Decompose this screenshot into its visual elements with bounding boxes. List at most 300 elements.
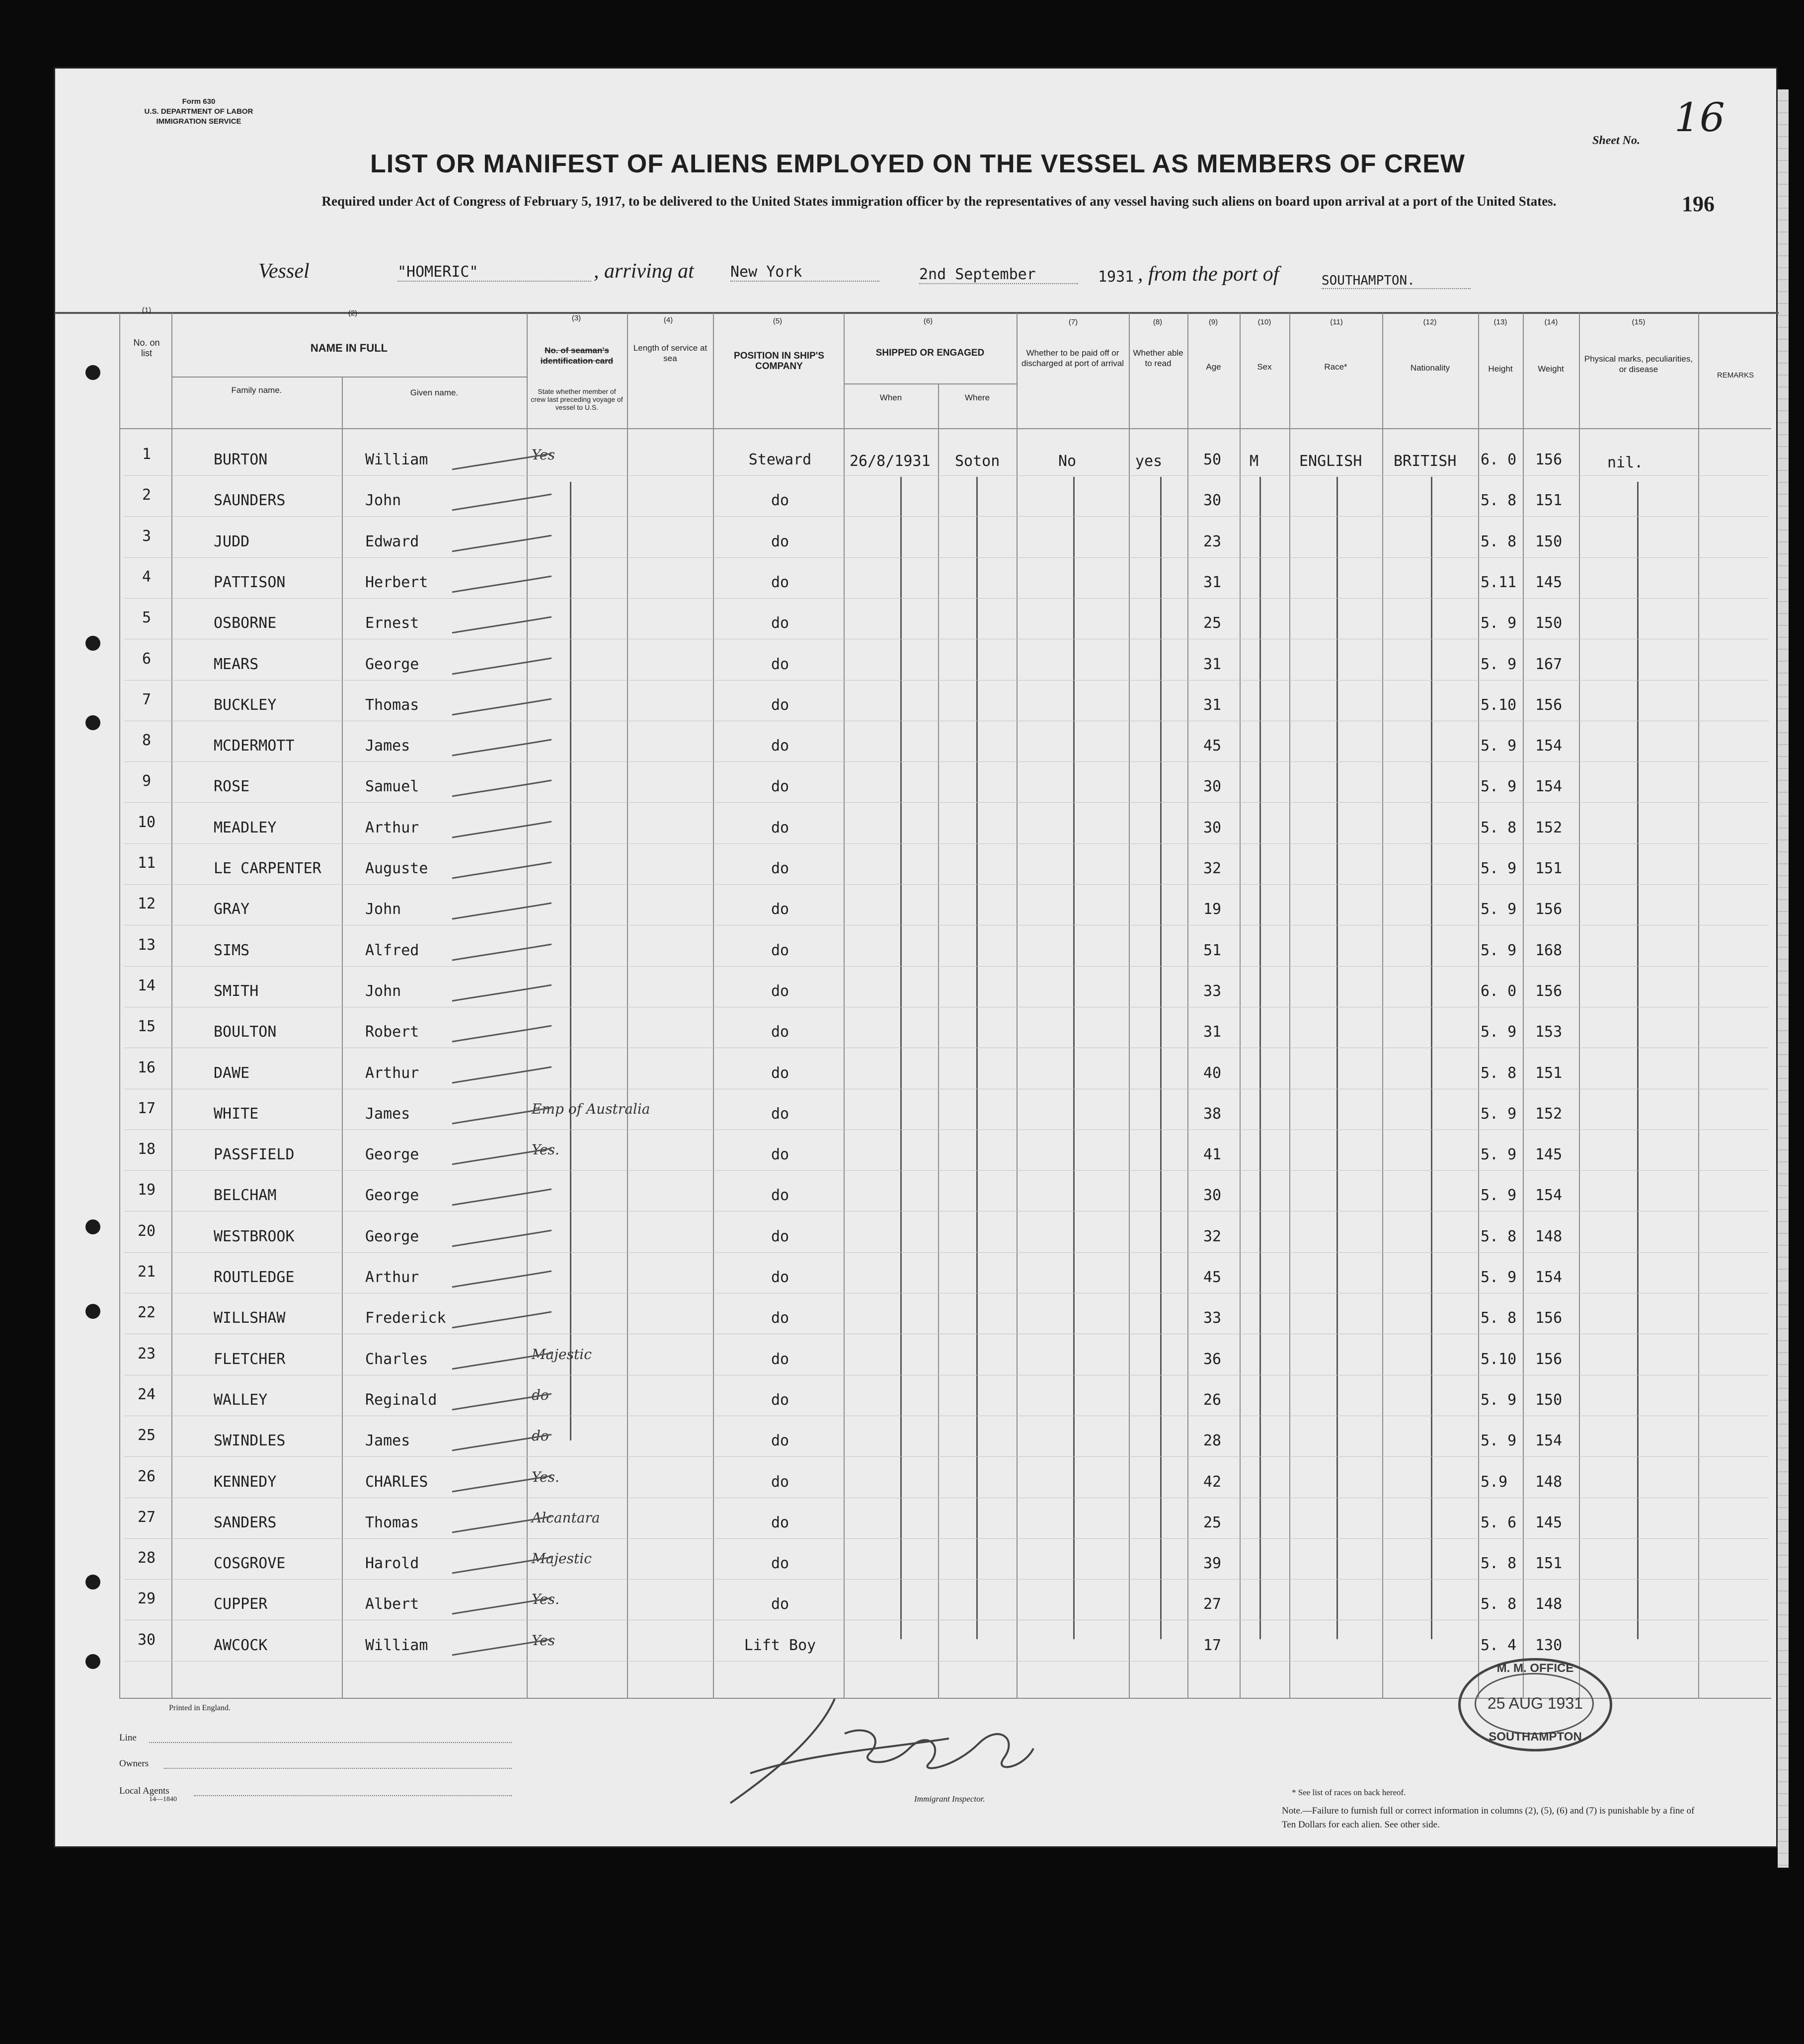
check-mark-icon (447, 1186, 556, 1211)
height-cell: 5. 9 (1481, 1105, 1517, 1123)
row-number: 25 (137, 1427, 156, 1444)
previous-voyage-note: Yes (532, 1632, 555, 1649)
manifest-subtitle: Required under Act of Congress of February 5, 1917, to be delivered to the United States immigration officer by the representatives of any vessel having such aliens on board upon arrival at a port of the United States. (321, 194, 1557, 209)
row-rule (124, 966, 1769, 967)
row-rule (124, 802, 1769, 803)
given-name-cell: James (365, 1105, 410, 1123)
row-rule (124, 1170, 1769, 1171)
position-cell: do (771, 1187, 789, 1204)
given-name-cell: George (365, 1228, 419, 1245)
position-cell: do (771, 1064, 789, 1082)
row-number: 29 (137, 1590, 156, 1607)
header-nationality: Nationality (1410, 363, 1450, 373)
position-cell: do (771, 983, 789, 1000)
departure-port: SOUTHAMPTON. (1322, 273, 1471, 289)
height-cell: 5. 9 (1481, 1391, 1517, 1409)
given-name-cell: Arthur (365, 819, 419, 836)
row-rule (124, 1538, 1769, 1539)
weight-cell: 156 (1535, 696, 1563, 714)
check-mark-icon (447, 1105, 556, 1130)
position-cell: do (771, 901, 789, 918)
punch-hole (85, 365, 100, 380)
height-cell: 5. 9 (1481, 656, 1517, 673)
given-name-cell: John (365, 983, 401, 1000)
local-agents-label: Local Agents (119, 1786, 169, 1796)
age-cell: 30 (1203, 819, 1222, 836)
row-number: 28 (137, 1549, 156, 1567)
family-name-cell: FLETCHER (214, 1351, 286, 1368)
height-cell: 5.11 (1481, 574, 1517, 591)
age-cell: 40 (1203, 1064, 1222, 1082)
weight-cell: 156 (1535, 901, 1563, 918)
local-agents-field[interactable] (194, 1794, 512, 1796)
weight-cell: 152 (1535, 1105, 1563, 1123)
given-name-cell: James (365, 737, 410, 755)
row-number: 21 (137, 1263, 156, 1281)
column-number: (14) (1544, 318, 1558, 326)
check-mark-icon (447, 696, 556, 721)
column-divider (627, 313, 628, 1699)
position-cell: do (771, 696, 789, 714)
given-name-cell: George (365, 1146, 419, 1163)
row-number: 16 (137, 1059, 156, 1076)
position-cell: do (771, 942, 789, 959)
check-mark-icon (447, 573, 556, 598)
family-name-cell: KENNEDY (214, 1473, 277, 1491)
given-name-cell: George (365, 656, 419, 673)
first-row-nationality: BRITISH (1394, 453, 1457, 470)
row-number: 30 (137, 1631, 156, 1649)
given-name-cell: Auguste (365, 860, 428, 877)
position-cell: Steward (748, 451, 812, 468)
column-number: (15) (1632, 318, 1646, 326)
height-cell: 5. 8 (1481, 1064, 1517, 1082)
height-cell: 5. 9 (1481, 1023, 1517, 1041)
weight-cell: 148 (1535, 1473, 1563, 1491)
family-name-cell: MEARS (214, 656, 259, 673)
first-row-sex: M (1250, 453, 1259, 470)
height-cell: 5. 8 (1481, 1309, 1517, 1327)
check-mark-icon (447, 1268, 556, 1293)
column-divider (938, 383, 939, 1699)
row-number: 20 (137, 1222, 156, 1240)
column-number: (6) (923, 317, 933, 325)
weight-cell: 152 (1535, 819, 1563, 836)
given-name-cell: Arthur (365, 1269, 419, 1286)
weight-cell: 154 (1535, 737, 1563, 755)
weight-cell: 156 (1535, 1309, 1563, 1327)
ditto-line (1637, 482, 1639, 1639)
family-name-cell: WALLEY (214, 1391, 268, 1409)
punch-hole (85, 1219, 100, 1234)
age-cell: 31 (1203, 696, 1222, 714)
first-row-paid-off: No (1058, 453, 1077, 470)
owners-label: Owners (119, 1758, 149, 1769)
height-cell: 6. 0 (1481, 451, 1517, 468)
row-number: 22 (137, 1304, 156, 1321)
family-name-cell: SMITH (214, 983, 259, 1000)
weight-cell: 154 (1535, 1269, 1563, 1286)
row-number: 12 (137, 895, 156, 912)
column-number: (2) (348, 309, 358, 317)
position-cell: do (771, 1146, 789, 1163)
position-cell: do (771, 1555, 789, 1572)
header-when: When (879, 393, 902, 402)
family-name-cell: SWINDLES (214, 1432, 286, 1449)
family-name-cell: BURTON (214, 451, 268, 468)
row-number: 17 (137, 1100, 156, 1117)
column-divider (844, 313, 845, 1699)
header-height: Height (1488, 364, 1513, 374)
position-cell: do (771, 1105, 789, 1123)
check-mark-icon (447, 1391, 556, 1416)
ditto-line (1259, 477, 1261, 1639)
family-name-cell: MEADLEY (214, 819, 277, 836)
given-name-cell: Charles (365, 1351, 428, 1368)
age-cell: 51 (1203, 942, 1222, 959)
position-cell: do (771, 1023, 789, 1041)
punch-hole (85, 715, 100, 730)
height-cell: 5. 4 (1481, 1637, 1517, 1654)
age-cell: 42 (1203, 1473, 1222, 1491)
header-weight: Weight (1538, 364, 1564, 374)
underlying-sheets-edge (1778, 89, 1789, 1868)
header-given-name: Given name. (410, 388, 459, 397)
family-name-cell: GRAY (214, 901, 250, 918)
given-name-cell: Harold (365, 1555, 419, 1572)
first-row-when: 26/8/1931 (850, 453, 931, 470)
given-name-cell: Thomas (365, 696, 419, 714)
age-cell: 30 (1203, 492, 1222, 509)
position-cell: do (771, 860, 789, 877)
ditto-line (1073, 477, 1075, 1639)
height-cell: 5. 9 (1481, 1432, 1517, 1449)
from-port-label: , from the port of (1138, 263, 1279, 286)
vessel-label: Vessel (258, 260, 310, 283)
weight-cell: 145 (1535, 1514, 1563, 1531)
row-number: 8 (142, 732, 152, 749)
age-cell: 33 (1203, 983, 1222, 1000)
penalty-note: Note.—Failure to furnish full or correct information in columns (2), (5), (6) and (7) is punishable by a fine of Ten Dollars for each alien. See other side. (1282, 1806, 1695, 1830)
previous-voyage-note: Yes (532, 447, 555, 463)
stamp-date: 25 AUG 1931 (1487, 1694, 1583, 1712)
check-mark-icon (447, 1227, 556, 1252)
given-name-cell: Arthur (365, 1064, 419, 1082)
check-mark-icon (447, 982, 556, 1007)
height-cell: 5. 9 (1481, 737, 1517, 755)
row-rule (124, 475, 1769, 476)
header-position: POSITION IN SHIP'S COMPANY (734, 351, 824, 372)
punch-hole (85, 1304, 100, 1319)
age-cell: 41 (1203, 1146, 1222, 1163)
row-number: 10 (137, 814, 156, 831)
manifest-sheet (54, 67, 1778, 1848)
given-name-cell: Albert (365, 1595, 419, 1613)
sheet-number: 16 (1674, 94, 1725, 141)
owners-field[interactable] (164, 1767, 512, 1769)
column-number: (3) (571, 314, 581, 322)
line-field[interactable] (149, 1741, 512, 1743)
header-physical-marks: Physical marks, peculiarities, or disease (1584, 354, 1693, 374)
header-where: Where (964, 393, 990, 402)
department-name: U.S. DEPARTMENT OF LABOR (144, 107, 253, 116)
table-top-rule (55, 312, 1779, 314)
height-cell: 5. 9 (1481, 778, 1517, 795)
position-cell: do (771, 819, 789, 836)
age-cell: 25 (1203, 1514, 1222, 1531)
family-name-cell: BUCKLEY (214, 696, 277, 714)
weight-cell: 153 (1535, 1023, 1563, 1041)
row-number: 3 (142, 528, 152, 545)
header-name-in-full: NAME IN FULL (310, 342, 388, 354)
row-number: 26 (137, 1468, 156, 1485)
row-number: 13 (137, 936, 156, 954)
weight-cell: 130 (1535, 1637, 1563, 1654)
sheet-label: Sheet No. (1592, 134, 1640, 147)
row-number: 4 (142, 568, 152, 586)
position-cell: do (771, 614, 789, 632)
given-name-cell: William (365, 1637, 428, 1654)
position-cell: Lift Boy (744, 1637, 816, 1654)
row-number: 9 (142, 772, 152, 790)
row-number: 14 (137, 977, 156, 994)
weight-cell: 148 (1535, 1595, 1563, 1613)
check-mark-icon (447, 777, 556, 802)
column-number: (1) (142, 306, 152, 314)
position-cell: do (771, 1269, 789, 1286)
column-number: (4) (663, 316, 673, 324)
row-number: 18 (137, 1140, 156, 1158)
age-cell: 39 (1203, 1555, 1222, 1572)
weight-cell: 151 (1535, 1555, 1563, 1572)
arriving-label: , arriving at (594, 260, 694, 283)
family-name-cell: WILLSHAW (214, 1309, 286, 1327)
weight-cell: 156 (1535, 451, 1563, 468)
family-name-cell: PASSFIELD (214, 1146, 295, 1163)
arrival-port: New York (730, 263, 879, 282)
weight-cell: 151 (1535, 1064, 1563, 1082)
form-number: Form 630 (182, 97, 216, 106)
given-name-cell: John (365, 901, 401, 918)
height-cell: 5.10 (1481, 696, 1517, 714)
column-number: (7) (1068, 318, 1078, 326)
row-rule (124, 598, 1769, 599)
inspector-label: Immigrant Inspector. (914, 1794, 985, 1804)
inspector-signature (720, 1694, 1038, 1808)
age-cell: 19 (1203, 901, 1222, 918)
family-name-cell: DAWE (214, 1064, 250, 1082)
age-cell: 32 (1203, 860, 1222, 877)
family-name-cell: ROUTLEDGE (214, 1269, 295, 1286)
age-cell: 30 (1203, 778, 1222, 795)
family-name-cell: JUDD (214, 533, 250, 550)
height-cell: 5. 8 (1481, 492, 1517, 509)
age-cell: 38 (1203, 1105, 1222, 1123)
given-name-cell: Thomas (365, 1514, 419, 1531)
age-cell: 45 (1203, 1269, 1222, 1286)
first-row-marks: nil. (1607, 454, 1644, 471)
column-divider (713, 313, 714, 1699)
given-name-cell: CHARLES (365, 1473, 428, 1491)
header-able-to-read: Whether able to read (1133, 348, 1183, 368)
column-divider (1017, 313, 1018, 1699)
height-cell: 5. 9 (1481, 1146, 1517, 1163)
given-name-cell: Edward (365, 533, 419, 550)
height-cell: 5.9 (1481, 1473, 1508, 1491)
weight-cell: 156 (1535, 1351, 1563, 1368)
weight-cell: 150 (1535, 1391, 1563, 1409)
column-divider (1240, 313, 1241, 1699)
height-cell: 5. 6 (1481, 1514, 1517, 1531)
family-name-cell: SAUNDERS (214, 492, 286, 509)
given-name-cell: Robert (365, 1023, 419, 1041)
ditto-line (1160, 477, 1162, 1639)
given-name-cell: Ernest (365, 614, 419, 632)
column-number: (9) (1208, 318, 1218, 326)
column-divider (1129, 313, 1130, 1699)
family-name-cell: AWCOCK (214, 1637, 268, 1654)
stamp-top-text: M. M. OFFICE (1496, 1662, 1574, 1675)
form-header (114, 97, 283, 127)
height-cell: 5. 8 (1481, 1228, 1517, 1245)
check-mark-icon (447, 1514, 556, 1538)
check-mark-icon (447, 1309, 556, 1334)
family-name-cell: OSBORNE (214, 614, 277, 632)
row-number: 27 (137, 1509, 156, 1526)
weight-cell: 151 (1535, 860, 1563, 877)
ditto-line (1431, 477, 1432, 1639)
height-cell: 5. 9 (1481, 860, 1517, 877)
check-mark-icon (447, 1473, 556, 1498)
row-number: 24 (137, 1386, 156, 1403)
age-cell: 17 (1203, 1637, 1222, 1654)
previous-voyage-note: do (532, 1387, 549, 1403)
weight-cell: 168 (1535, 942, 1563, 959)
previous-voyage-note: Yes. (532, 1141, 559, 1158)
row-rule (124, 1579, 1769, 1580)
family-name-cell: PATTISON (214, 574, 286, 591)
ditto-line (976, 477, 978, 1639)
header-id-card-note: State whether member of crew last preceding voyage of vessel to U.S. (531, 387, 623, 411)
page-number: 196 (1682, 192, 1715, 216)
check-mark-icon (447, 1145, 556, 1170)
position-cell: do (771, 656, 789, 673)
arrival-date: 2nd September (919, 266, 1078, 284)
check-mark-icon (447, 1636, 556, 1661)
position-cell: do (771, 574, 789, 591)
previous-voyage-note: Yes. (532, 1591, 559, 1607)
family-name-cell: ROSE (214, 778, 250, 795)
position-cell: do (771, 533, 789, 550)
weight-cell: 145 (1535, 574, 1563, 591)
vessel-name: "HOMERIC" (397, 263, 591, 282)
age-cell: 27 (1203, 1595, 1222, 1613)
position-cell: do (771, 1228, 789, 1245)
row-number: 7 (142, 691, 152, 708)
age-cell: 50 (1203, 451, 1222, 468)
given-name-cell: Samuel (365, 778, 419, 795)
family-name-cell: LE CARPENTER (214, 860, 321, 877)
height-cell: 5. 8 (1481, 819, 1517, 836)
punch-hole (85, 636, 100, 651)
weight-cell: 156 (1535, 983, 1563, 1000)
check-mark-icon (447, 819, 556, 843)
age-cell: 33 (1203, 1309, 1222, 1327)
family-name-cell: COSGROVE (214, 1555, 286, 1572)
given-name-cell: Frederick (365, 1309, 446, 1327)
form-code: 14—1840 (149, 1796, 177, 1803)
position-cell: do (771, 1514, 789, 1531)
row-rule (124, 680, 1769, 681)
punch-hole (85, 1654, 100, 1669)
previous-voyage-note: Majestic (532, 1550, 592, 1567)
column-divider (1523, 313, 1524, 1699)
age-cell: 36 (1203, 1351, 1222, 1368)
given-name-cell: Herbert (365, 574, 428, 591)
service-name: IMMIGRATION SERVICE (156, 117, 241, 126)
check-mark-icon (447, 859, 556, 884)
check-mark-icon (447, 1350, 556, 1375)
race-footnote: * See list of races on back hereof. (1292, 1788, 1406, 1797)
check-mark-icon (447, 1432, 556, 1456)
row-number: 19 (137, 1181, 156, 1199)
punch-hole (85, 1575, 100, 1590)
column-number: (13) (1493, 318, 1507, 326)
height-cell: 5. 9 (1481, 1269, 1517, 1286)
weight-cell: 150 (1535, 614, 1563, 632)
family-name-cell: SIMS (214, 942, 250, 959)
column-divider (342, 377, 343, 1699)
weight-cell: 150 (1535, 533, 1563, 550)
header-family-name: Family name. (231, 385, 282, 395)
age-cell: 31 (1203, 574, 1222, 591)
family-name-cell: BELCHAM (214, 1187, 277, 1204)
row-number: 23 (137, 1345, 156, 1363)
header-length-service: Length of service at sea (633, 343, 707, 363)
previous-voyage-note: Emp of Australia (532, 1101, 650, 1117)
column-divider (171, 313, 172, 1699)
weight-cell: 154 (1535, 1432, 1563, 1449)
age-cell: 31 (1203, 656, 1222, 673)
previous-voyage-note: Yes. (532, 1469, 559, 1485)
column-divider (1579, 313, 1580, 1699)
check-mark-icon (447, 1064, 556, 1089)
name-subheader-rule (171, 377, 527, 378)
given-name-cell: George (365, 1187, 419, 1204)
check-mark-icon (447, 1023, 556, 1048)
age-cell: 28 (1203, 1432, 1222, 1449)
column-number: (12) (1423, 318, 1437, 326)
row-number: 11 (137, 854, 156, 872)
weight-cell: 148 (1535, 1228, 1563, 1245)
given-name-cell: Alfred (365, 942, 419, 959)
row-rule (124, 1252, 1769, 1253)
family-name-cell: MCDERMOTT (214, 737, 295, 755)
column-number: (5) (773, 317, 783, 325)
weight-cell: 154 (1535, 778, 1563, 795)
age-cell: 26 (1203, 1391, 1222, 1409)
header-id-card: No. of seaman's identification card (540, 346, 614, 366)
previous-voyage-note: Alcantara (532, 1510, 600, 1526)
position-cell: do (771, 1432, 789, 1449)
arrival-year: 1931 (1098, 268, 1134, 286)
height-cell: 5. 9 (1481, 942, 1517, 959)
row-number: 2 (142, 486, 152, 504)
line-label: Line (119, 1733, 137, 1743)
check-mark-icon (447, 491, 556, 516)
given-name-cell: James (365, 1432, 410, 1449)
given-name-cell: William (365, 451, 428, 468)
